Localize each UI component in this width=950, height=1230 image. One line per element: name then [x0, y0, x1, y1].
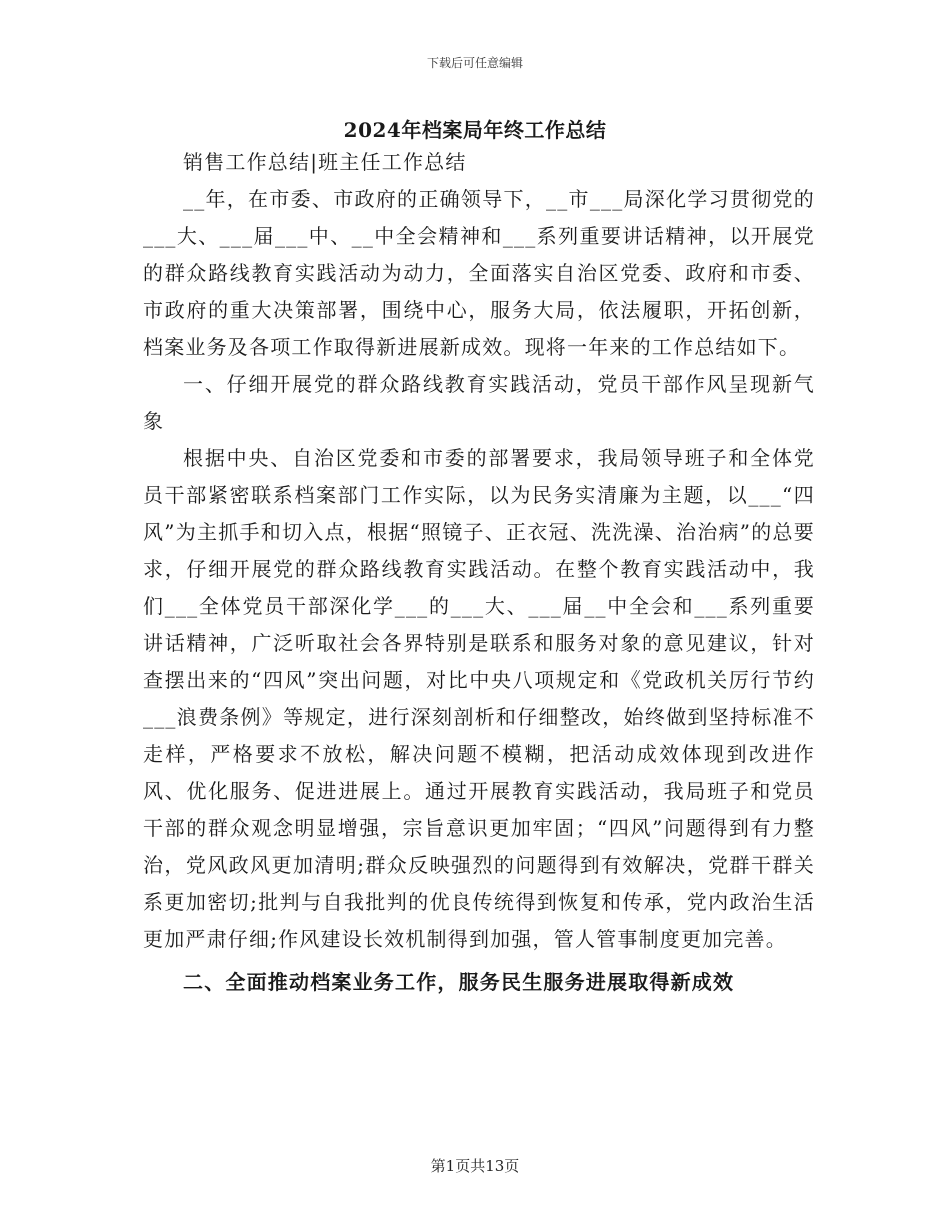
header-note: 下载后可任意编辑: [426, 56, 523, 70]
document-body: [143, 144, 815, 1001]
document-subtitle: 销售工作总结|班主任工作总结: [183, 150, 467, 174]
section-heading-1: 一、仔细开展党的群众路线教育实践活动，党员干部作风呈现新气象: [143, 372, 815, 433]
document-title: 2024年档案局年终工作总结: [343, 118, 607, 142]
page-number: 第1页共13页: [430, 1157, 520, 1175]
section-heading-2: 二、全面推动档案业务工作，服务民生服务进展取得新成效: [183, 970, 735, 994]
paragraph-intro: __年，在市委、市政府的正确领导下，__市___局深化学习贯彻党的___大、___届___中、__中全会精神和___系列重要讲话精神，以开展党的群众路线教育实践活动为动力，全面落实自治区党委、政府和市委、市政府的重大决策部署，围绕中心，服务大局，依法履职，开拓创新，档案业务及各项工作取得新进展新成效。现将一年来的工作总结如下。: [143, 187, 815, 359]
paragraph-section-1: 根据中央、自治区党委和市委的部署要求，我局领导班子和全体党员干部紧密联系档案部门工作实际，以为民务实清廉为主题，以___“四风”为主抓手和切入点，根据“照镜子、正衣冠、洗洗澡、治治病”的总要求，仔细开展党的群众路线教育实践活动。在整个教育实践活动中，我们___全体党员干部深化学___的___大、___届__中全会和___系列重要讲话精神，广泛听取社会各界特别是联系和服务对象的意见建议，针对查摆出来的“四风”突出问题，对比中央八项规定和《党政机关厉行节约___浪费条例》等规定，进行深刻剖析和仔细整改，始终做到坚持标准不走样，严格要求不放松，解决问题不模糊，把活动成效体现到改进作风、优化服务、促进进展上。通过开展教育实践活动，我局班子和党员干部的群众观念明显增强，宗旨意识更加牢固；“四风”问题得到有力整治，党风政风更加清明;群众反映强烈的问题得到有效解决，党群干群关系更加密切;批判与自我批判的优良传统得到恢复和传承，党内政治生活更加严肃仔细;作风建设长效机制得到加强，管人管事制度更加完善。: [143, 446, 815, 951]
